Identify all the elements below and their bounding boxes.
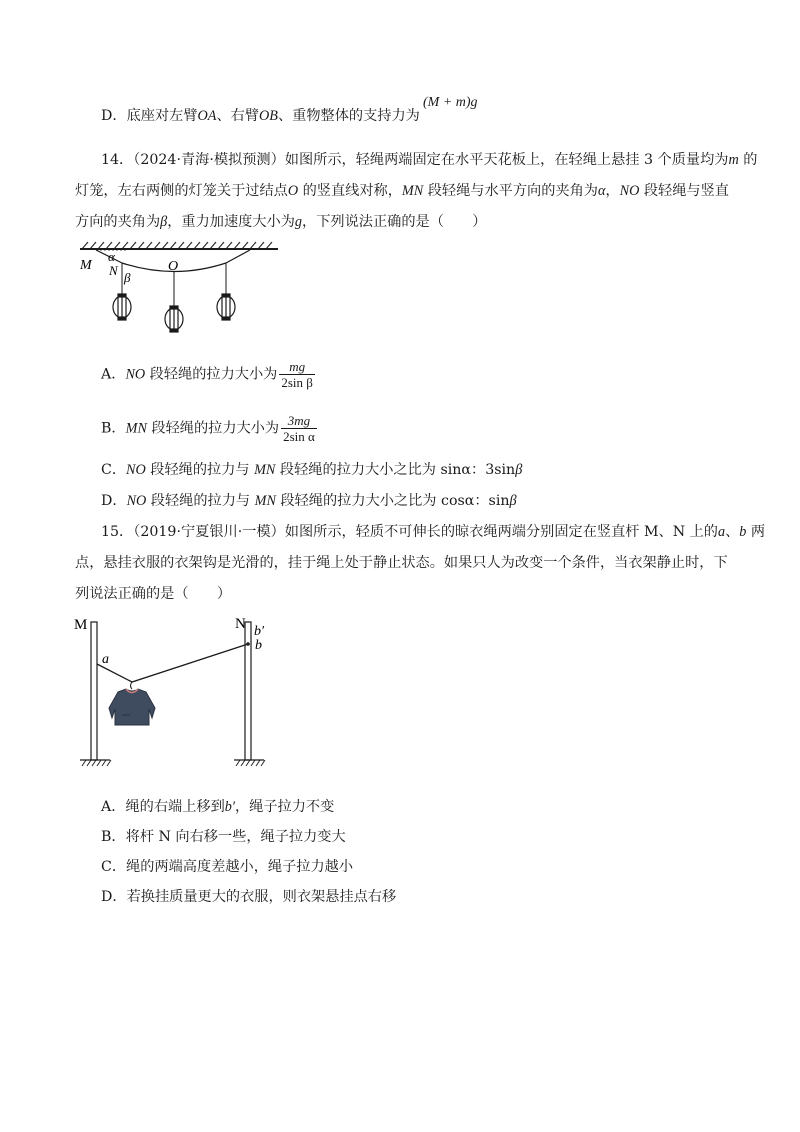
q14-option-b	[101, 413, 317, 444]
option-text: 段轻绳的拉力与	[145, 462, 255, 478]
symbol-beta: β	[509, 493, 517, 509]
q15-clothesline-figure	[72, 612, 282, 774]
symbol-MN: MN	[254, 493, 276, 509]
option-text: 段轻绳的拉力大小之比为 cosα：sin	[275, 493, 510, 509]
label-N: N	[109, 263, 118, 278]
fraction	[281, 413, 317, 444]
symbol-beta: β	[515, 462, 523, 478]
option-text: 若换挂质量更大的衣服，则衣架悬挂点右移	[126, 889, 397, 905]
numerator: 3mg	[287, 413, 311, 428]
option-label: A．	[101, 366, 126, 383]
option-text: 绳的两端高度差越小，绳子拉力越小	[126, 859, 354, 875]
label-M: M	[74, 617, 88, 633]
question-source: （2024·青海·模拟预测）	[133, 152, 285, 168]
stem-text: 、	[725, 524, 740, 540]
stem-text: 的竖直线对称，	[298, 183, 402, 199]
option-text: 、右臂	[216, 108, 260, 124]
stem-text: 两	[746, 524, 766, 540]
symbol-a: a	[718, 524, 726, 540]
label-alpha: α	[108, 249, 115, 264]
stem-text: ，	[605, 183, 620, 199]
label-b: b	[255, 638, 262, 653]
symbol-MN: MN	[401, 183, 424, 199]
q15-stem-line2: 点，悬挂衣服的衣架钩是光滑的，挂于绳上处于静止状态。如果只人为改变一个条件，当衣架静止时，下	[75, 555, 728, 571]
lantern-icon	[113, 294, 131, 320]
label-M: M	[80, 258, 92, 273]
q14-stem-line2	[75, 181, 729, 201]
symbol-b-prime: b′	[224, 799, 235, 815]
symbol-m: m	[728, 152, 739, 168]
q15-option-d	[101, 887, 396, 907]
lantern-icon	[165, 306, 183, 332]
option-text: 段轻绳的拉力大小为	[145, 366, 278, 383]
symbol-b: b	[739, 524, 747, 540]
symbol-alpha: α	[597, 183, 606, 199]
option-label: A．	[101, 799, 126, 815]
symbol-OB: OB	[259, 108, 278, 124]
numerator: mg	[289, 359, 306, 374]
option-text: 段轻绳的拉力大小为	[146, 420, 280, 437]
stem-text: 段轻绳与水平方向的夹角为	[423, 183, 598, 199]
denominator: 2sin β	[281, 375, 313, 390]
q13-option-d	[101, 106, 420, 126]
symbol-NO: NO	[126, 493, 147, 509]
option-text: 段轻绳的拉力与	[146, 493, 255, 509]
question-number: 15．	[101, 524, 134, 540]
option-label: B．	[101, 420, 126, 437]
q14-option-c	[101, 460, 522, 480]
q14-option-d	[101, 491, 517, 511]
q15-option-a	[101, 797, 334, 817]
symbol-NO: NO	[126, 462, 146, 478]
q14-option-a	[101, 359, 315, 390]
stem-text: 方向的夹角为	[75, 214, 161, 230]
option-text: 底座对左臂	[126, 108, 198, 124]
label-N: N	[235, 616, 246, 632]
fraction	[279, 359, 315, 390]
q14-stem-line1	[101, 150, 757, 170]
question-source: （2019·宁夏银川·一模）	[133, 524, 285, 540]
option-label: D．	[101, 493, 127, 509]
stem-text: 如图所示，轻绳两端固定在水平天花板上，在轻绳上悬挂 3 个质量均为	[284, 152, 729, 168]
stem-text: 灯笼，左右两侧的灯笼关于过结点	[75, 183, 288, 199]
symbol-NO: NO	[125, 366, 146, 383]
q15-stem-line3: 列说法正确的是（ ）	[75, 586, 232, 602]
label-beta: β	[124, 270, 131, 285]
symbol-MN: MN	[254, 462, 276, 478]
option-text: ，绳子拉力不变	[234, 799, 335, 815]
option-label: C．	[101, 859, 127, 875]
question-number: 14．	[101, 152, 134, 168]
option-label: C．	[101, 462, 127, 478]
stem-text: 段轻绳与竖直	[639, 183, 729, 199]
q14-stem-line3	[75, 212, 486, 232]
option-text: 段轻绳的拉力大小之比为 sinα：3sin	[275, 462, 516, 478]
stem-text: 的	[738, 152, 758, 168]
symbol-OA: OA	[197, 108, 217, 124]
option-label: D．	[101, 108, 127, 124]
sweater-icon	[109, 689, 155, 725]
q15-option-c	[101, 857, 353, 877]
symbol-O: O	[287, 183, 299, 199]
option-label: B．	[101, 829, 126, 845]
symbol-g: g	[294, 214, 303, 230]
stem-text: 如图所示，轻质不可伸长的晾衣绳两端分别固定在竖直杆 M、N 上的	[284, 524, 718, 540]
lantern-icon	[217, 294, 235, 320]
symbol-NO: NO	[619, 183, 640, 199]
stem-text: ，下列说法正确的是（ ）	[302, 214, 487, 230]
option-text: 、重物整体的支持力为	[277, 108, 420, 124]
q15-stem-line1	[101, 522, 765, 542]
symbol-beta: β	[160, 214, 168, 230]
label-a: a	[102, 652, 109, 667]
option-label: D．	[101, 889, 127, 905]
option-text: 将杆 N 向右移一些，绳子拉力变大	[125, 829, 346, 845]
label-b-prime: b′	[254, 624, 265, 639]
q13-option-d-formula: (M + m)g	[423, 95, 478, 110]
label-O: O	[168, 259, 179, 274]
stem-text: ，重力加速度大小为	[167, 214, 295, 230]
q14-lantern-figure	[74, 238, 284, 334]
symbol-MN: MN	[125, 420, 147, 437]
q15-option-b	[101, 827, 346, 847]
option-text: 绳的右端上移到	[125, 799, 225, 815]
denominator: 2sin α	[283, 429, 315, 444]
